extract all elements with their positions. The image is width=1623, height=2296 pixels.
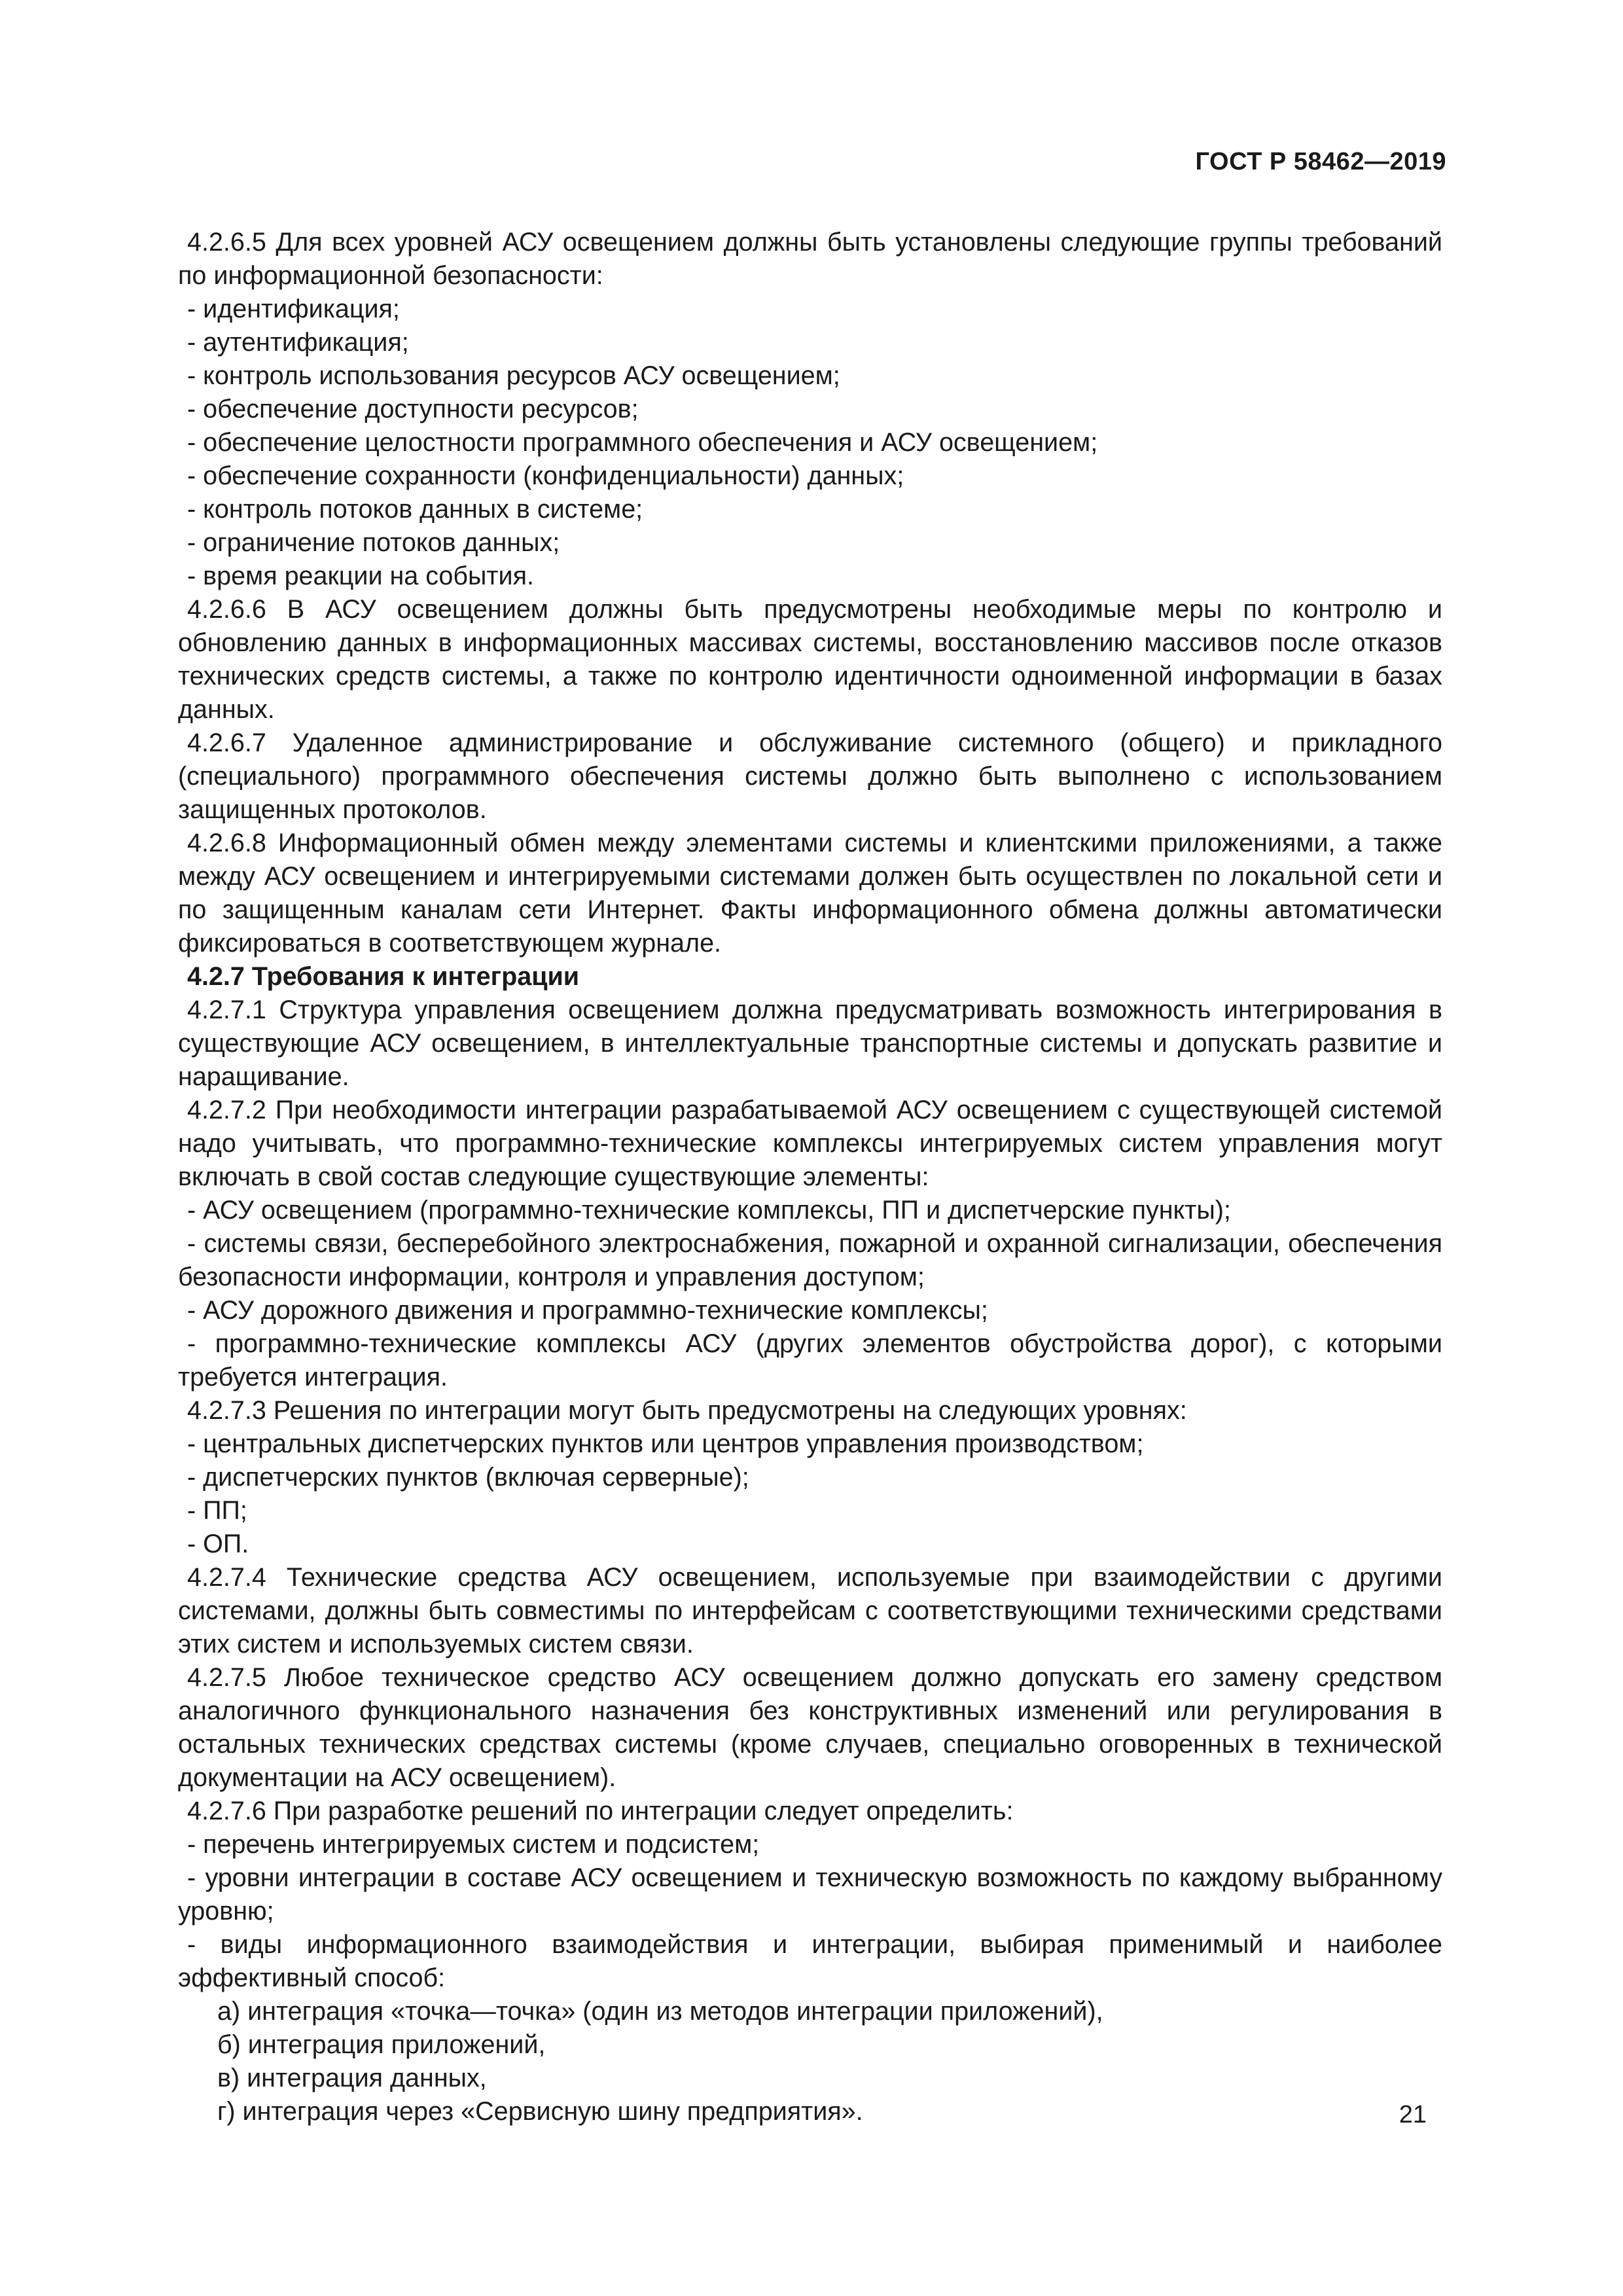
list-item: - идентификация; [187, 295, 400, 323]
paragraph-4-2-6-8: 4.2.6.8 Информационный обмен между элементами системы и клиентскими приложениями, а также между АСУ освещением и интегрируемыми системами должен быть осуществлен по локальной сети и по защищенным каналам сети Интернет. Факты информационного обмена должны автоматически фиксироваться в соответствующем журнале. [178, 829, 1442, 958]
enum-item-a: а) интеграция «точка—точка» (один из методов интеграции приложений), [217, 1997, 1103, 2026]
list-item: - обеспечение сохранности (конфиденциальности) данных; [187, 461, 904, 490]
paragraph-4-2-7-3: 4.2.7.3 Решения по интеграции могут быть предусмотрены на следующих уровнях: [187, 1396, 1187, 1425]
list-item: - контроль потоков данных в системе; [187, 495, 643, 524]
document-body [178, 226, 1442, 2128]
list-item: - аутентификация; [187, 328, 409, 357]
list-item: - АСУ освещением (программно-технические комплексы, ПП и диспетчерские пункты); [187, 1196, 1231, 1225]
paragraph-4-2-6-5: 4.2.6.5 Для всех уровней АСУ освещением должны быть установлены следующие группы требований по информационной безопасности: [178, 228, 1442, 290]
document-header-title: ГОСТ Р 58462—2019 [1195, 148, 1446, 175]
list-item: - ПП; [187, 1496, 247, 1525]
paragraph-4-2-6-6: 4.2.6.6 В АСУ освещением должны быть предусмотрены необходимые меры по контролю и обновлению данных в информационных массивах системы, восстановлению массивов после отказов технических средств системы, а также по контролю идентичности одноименной информации в базах данных. [178, 595, 1442, 724]
list-item: - системы связи, бесперебойного электроснабжения, пожарной и охранной сигнализации, обеспечения безопасности информации, контроля и управления доступом; [178, 1229, 1442, 1291]
paragraph-4-2-6-7: 4.2.6.7 Удаленное администрирование и обслуживание системного (общего) и прикладного (специального) программного обеспечения системы должно быть выполнено с использованием защищенных протоколов. [178, 728, 1442, 824]
section-heading-4-2-7: 4.2.7 Требования к интеграции [187, 962, 580, 991]
list-item: - центральных диспетчерских пунктов или центров управления производством; [187, 1429, 1144, 1458]
list-item: - ограничение потоков данных; [187, 528, 560, 557]
list-item: - АСУ дорожного движения и программно-технические комплексы; [187, 1296, 988, 1325]
list-item: - обеспечение доступности ресурсов; [187, 395, 639, 423]
list-item: - перечень интегрируемых систем и подсистем; [187, 1830, 760, 1859]
enum-item-g: г) интеграция через «Сервисную шину предприятия». [217, 2097, 863, 2126]
list-item: - программно-технические комплексы АСУ (других элементов обустройства дорог), с которыми требуется интеграция. [178, 1329, 1442, 1391]
paragraph-4-2-7-1: 4.2.7.1 Структура управления освещением должна предусматривать возможность интегрирования в существующие АСУ освещением, в интеллектуальные транспортные системы и допускать развитие и наращивание. [178, 996, 1442, 1091]
page-number: 21 [1399, 2101, 1427, 2128]
paragraph-4-2-7-2: 4.2.7.2 При необходимости интеграции разрабатываемой АСУ освещением с существующей системой надо учитывать, что программно-технические комплексы интегрируемых систем управления могут включать в свой состав следующие существующие элементы: [178, 1096, 1442, 1191]
paragraph-4-2-7-6: 4.2.7.6 При разработке решений по интеграции следует определить: [187, 1797, 1014, 1825]
list-item: - диспетчерских пунктов (включая серверные); [187, 1463, 749, 1492]
list-item: - уровни интеграции в составе АСУ освещением и техническую возможность по каждому выбранному уровню; [178, 1863, 1442, 1926]
list-item: - обеспечение целостности программного обеспечения и АСУ освещением; [187, 428, 1098, 457]
list-item: - контроль использования ресурсов АСУ освещением; [187, 361, 840, 390]
enum-item-v: в) интеграция данных, [217, 2064, 487, 2092]
list-item: - время реакции на события. [187, 562, 534, 590]
enum-item-b: б) интеграция приложений, [217, 2030, 546, 2059]
list-item: - виды информационного взаимодействия и интеграции, выбирая применимый и наиболее эффективный способ: [178, 1930, 1442, 1992]
paragraph-4-2-7-4: 4.2.7.4 Технические средства АСУ освещением, используемые при взаимодействии с другими системами, должны быть совместимы по интерфейсам с соответствующими техническими средствами этих систем и используемых систем связи. [178, 1563, 1442, 1659]
paragraph-4-2-7-5: 4.2.7.5 Любое техническое средство АСУ освещением должно допускать его замену средством аналогичного функционального назначения без конструктивных изменений или регулирования в остальных технических средствах системы (кроме случаев, специально оговоренных в технической документации на АСУ освещением). [178, 1663, 1442, 1792]
list-item: - ОП. [187, 1530, 249, 1558]
